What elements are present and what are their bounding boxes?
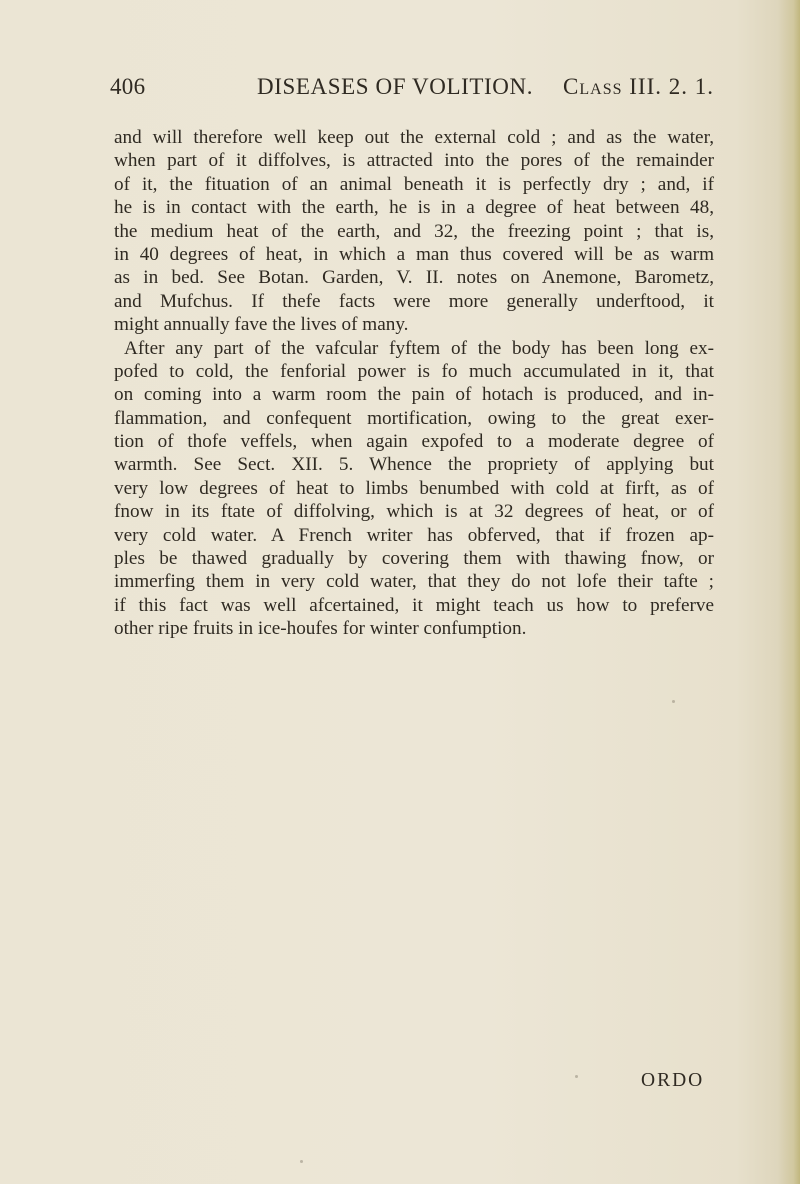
- text-line: very low degrees of heat to limbs benumbed with cold at firft, as of: [114, 477, 714, 499]
- text-line: other ripe fruits in ice-houfes for winter confumption.: [114, 618, 527, 640]
- text-line: and Mufchus. If thefe facts were more generally underftood, it: [114, 290, 714, 312]
- text-line: ples be thawed gradually by covering them with thawing fnow, or: [114, 548, 714, 570]
- text-line: warmth. See Sect. XII. 5. Whence the propriety of applying but: [114, 454, 714, 476]
- page-number: 406: [110, 74, 146, 99]
- text-line: fnow in its ftate of diffolving, which is at 32 degrees of heat, or of: [114, 501, 714, 523]
- text-line: tion of thofe veffels, when again expofed to a moderate degree of: [114, 431, 714, 453]
- body-text: [114, 126, 714, 641]
- text-line: when part of it diffolves, is attracted into the pores of the remainder: [114, 150, 714, 172]
- ink-speck: [300, 1160, 303, 1163]
- text-line: of it, the fituation of an animal beneath it is perfectly dry ; and, if: [114, 173, 714, 195]
- text-line: on coming into a warm room the pain of hotach is produced, and in-: [114, 384, 714, 406]
- text-line: After any part of the vafcular fyftem of the body has been long ex-: [124, 337, 714, 359]
- ink-speck: [672, 700, 675, 703]
- class-reference: Class III. 2. 1.: [563, 74, 714, 99]
- text-line: pofed to cold, the fenforial power is fo much accumulated in it, that: [114, 360, 714, 382]
- text-line: if this fact was well afcertained, it might teach us how to preferve: [114, 594, 714, 616]
- text-line: as in bed. See Botan. Garden, V. II. notes on Anemone, Barometz,: [114, 267, 714, 289]
- running-header: [110, 74, 714, 114]
- text-line: flammation, and confequent mortification, owing to the great exer-: [114, 407, 714, 429]
- text-line: he is in contact with the earth, he is in a degree of heat between 48,: [114, 197, 714, 219]
- ink-speck: [575, 1075, 578, 1078]
- text-line: immerfing them in very cold water, that they do not lofe their tafte ;: [114, 571, 714, 593]
- page-edge-stain: [778, 0, 800, 1184]
- text-line: the medium heat of the earth, and 32, the freezing point ; that is,: [114, 220, 714, 242]
- catchword: ORDO: [641, 1070, 705, 1091]
- text-line: very cold water. A French writer has obferved, that if frozen ap-: [114, 524, 714, 546]
- text-line: might annually fave the lives of many.: [114, 314, 409, 336]
- text-line: in 40 degrees of heat, in which a man thus covered will be as warm: [114, 243, 714, 265]
- running-title: DISEASES OF VOLITION.: [257, 74, 534, 99]
- text-line: and will therefore well keep out the external cold ; and as the water,: [114, 127, 714, 148]
